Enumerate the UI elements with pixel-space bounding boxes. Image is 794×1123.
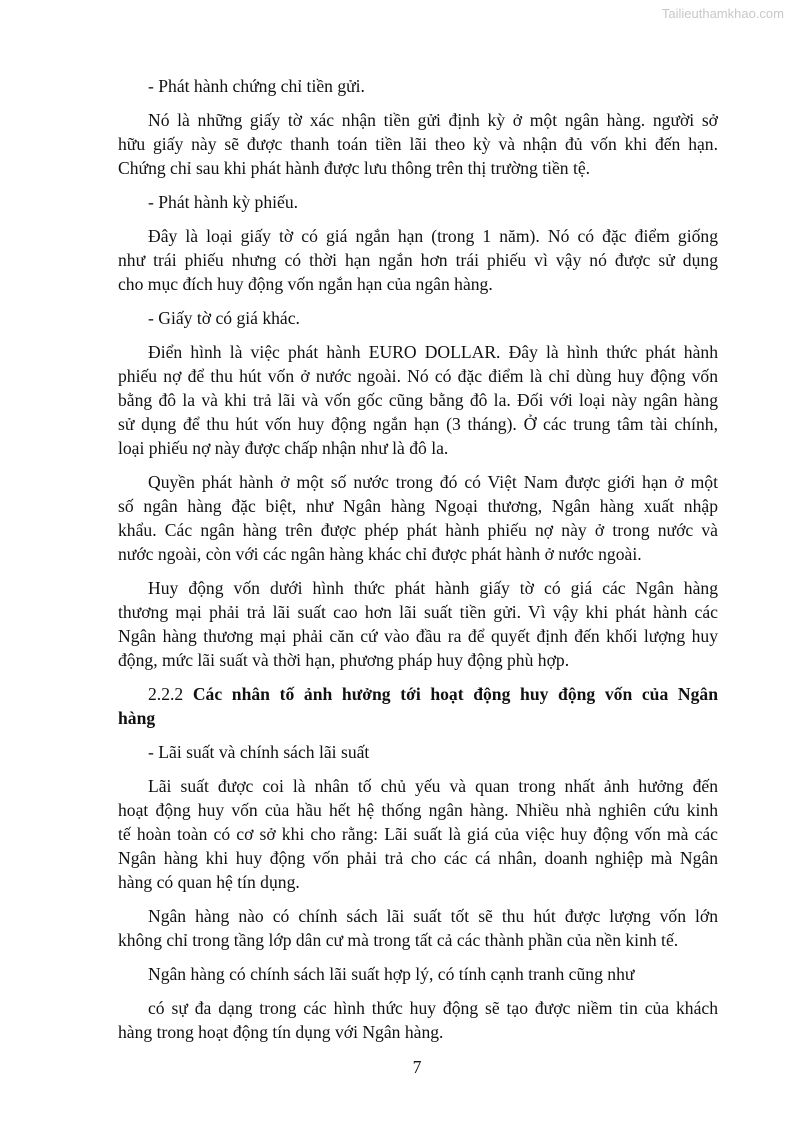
paragraph [118, 774, 718, 894]
text-line [118, 822, 718, 846]
paragraph [118, 740, 718, 764]
line-text: bằng đô la và khi trả lãi và vốn gốc cũng bằng đô la. Đối với loại này ngân hàng [118, 390, 718, 410]
line-text: - Giấy tờ có giá khác. [148, 308, 300, 328]
text-line [118, 412, 718, 436]
paragraph [118, 904, 718, 952]
line-text: Quyền phát hành ở một số nước trong đó có Việt Nam được giới hạn ở một [148, 472, 718, 492]
line-text: loại phiếu nợ này được chấp nhận như là đô la. [118, 438, 449, 458]
text-line [118, 870, 718, 894]
line-text: hàng có quan hệ tín dụng. [118, 872, 300, 892]
paragraph [118, 108, 718, 180]
text-line [118, 190, 718, 214]
section-heading [118, 682, 718, 730]
line-text: nước ngoài, còn với các ngân hàng khác chỉ được phát hành ở nước ngoài. [118, 544, 642, 564]
page-number: 7 [412, 1057, 422, 1077]
line-text: Lãi suất được coi là nhân tố chủ yếu và quan trong nhất ảnh hưởng đến [148, 776, 718, 796]
text-line [118, 962, 718, 986]
text-line [118, 470, 718, 494]
line-text: Ngân hàng nào có chính sách lãi suất tốt sẽ thu hút được lượng vốn lớn [148, 906, 718, 926]
text-line [118, 364, 718, 388]
line-text: tế hoàn toàn có cơ sở khi cho rằng: Lãi suất là giá của việc huy động vốn mà các [118, 824, 718, 844]
line-text: Ngân hàng khi huy động vốn phải trả cho các cá nhân, doanh nghiệp mà Ngân [118, 848, 718, 868]
text-line [118, 494, 718, 518]
text-line [118, 846, 718, 870]
line-text: hoạt động huy vốn của hầu hết hệ thống ngân hàng. Nhiều nhà nghiên cứu kinh [118, 800, 718, 820]
heading-text: hàng [118, 708, 156, 728]
text-line [118, 436, 718, 460]
text-line [118, 996, 718, 1020]
line-text: không chỉ trong tầng lớp dân cư mà trong tất cả các thành phần của nền kinh tế. [118, 930, 679, 950]
line-text: hữu giấy này sẽ được thanh toán tiền lãi theo kỳ và nhận đủ vốn khi đến hạn. [118, 134, 718, 154]
text-line [118, 518, 718, 542]
paragraph [118, 470, 718, 566]
text-line [118, 108, 718, 132]
text-line [118, 624, 718, 648]
watermark: Tailieuthamkhao.com [661, 6, 784, 21]
document-body [118, 74, 718, 1054]
heading-text: Các nhân tố ảnh hưởng tới hoạt động huy động vốn của Ngân [192, 684, 718, 704]
text-line [118, 798, 718, 822]
section-number: 2.2.2 [148, 684, 193, 704]
text-line [118, 682, 718, 706]
text-line [118, 224, 718, 248]
line-text: số ngân hàng đặc biệt, như Ngân hàng Ngoại thương, Ngân hàng xuất nhập [118, 496, 718, 516]
text-line [118, 600, 718, 624]
paragraph [118, 996, 718, 1044]
line-text: như trái phiếu nhưng có thời hạn ngắn hơn trái phiếu vì vậy nó được sử dụng [118, 250, 718, 270]
text-line [118, 388, 718, 412]
text-line [118, 1020, 718, 1044]
line-text: sử dụng để thu hút vốn huy động ngắn hạn (3 tháng). Ở các trung tâm tài chính, [118, 414, 718, 434]
paragraph [118, 306, 718, 330]
line-text: - Lãi suất và chính sách lãi suất [148, 742, 370, 762]
paragraph [118, 962, 718, 986]
text-line [118, 74, 718, 98]
text-line [118, 648, 718, 672]
text-line [118, 904, 718, 928]
text-line [118, 272, 718, 296]
paragraph [118, 576, 718, 672]
line-text: Nó là những giấy tờ xác nhận tiền gửi định kỳ ở một ngân hàng. người sở [148, 110, 718, 130]
text-line [118, 248, 718, 272]
text-line [118, 740, 718, 764]
text-line [118, 340, 718, 364]
line-text: thương mại phải trả lãi suất cao hơn lãi suất tiền gửi. Vì vậy khi phát hành các [118, 602, 718, 622]
line-text: Huy động vốn dưới hình thức phát hành giấy tờ có giá các Ngân hàng [148, 578, 718, 598]
line-text: có sự đa dạng trong các hình thức huy động sẽ tạo được niềm tin của khách [148, 998, 718, 1018]
line-text: khẩu. Các ngân hàng trên được phép phát hành phiếu nợ này ở trong nước và [118, 520, 718, 540]
paragraph [118, 224, 718, 296]
line-text: Chứng chỉ sau khi phát hành được lưu thông trên thị trường tiền tệ. [118, 158, 591, 178]
line-text: - Phát hành kỳ phiếu. [148, 192, 299, 212]
line-text: - Phát hành chứng chỉ tiền gửi. [148, 76, 365, 96]
line-text: động, mức lãi suất và thời hạn, phương pháp huy động phù hợp. [118, 650, 570, 670]
text-line [118, 542, 718, 566]
paragraph [118, 340, 718, 460]
paragraph [118, 74, 718, 98]
text-line [118, 928, 718, 952]
line-text: cho mục đích huy động vốn ngắn hạn của ngân hàng. [118, 274, 493, 294]
line-text: Điển hình là việc phát hành EURO DOLLAR. Đây là hình thức phát hành [148, 342, 718, 362]
line-text: Đây là loại giấy tờ có giá ngắn hạn (trong 1 năm). Nó có đặc điểm giống [148, 226, 718, 246]
line-text: Ngân hàng thương mại phải căn cứ vào đầu ra để quyết định đến khối lượng huy [118, 626, 718, 646]
line-text: phiếu nợ để thu hút vốn ở nước ngoài. Nó có đặc điểm là chỉ dùng huy động vốn [118, 366, 718, 386]
text-line [118, 306, 718, 330]
text-line [118, 132, 718, 156]
text-line [118, 706, 718, 730]
text-line [118, 774, 718, 798]
text-line [118, 576, 718, 600]
text-line [118, 156, 718, 180]
paragraph [118, 190, 718, 214]
line-text: Ngân hàng có chính sách lãi suất hợp lý, có tính cạnh tranh cũng như [148, 964, 635, 984]
line-text: hàng trong hoạt động tín dụng với Ngân hàng. [118, 1022, 444, 1042]
